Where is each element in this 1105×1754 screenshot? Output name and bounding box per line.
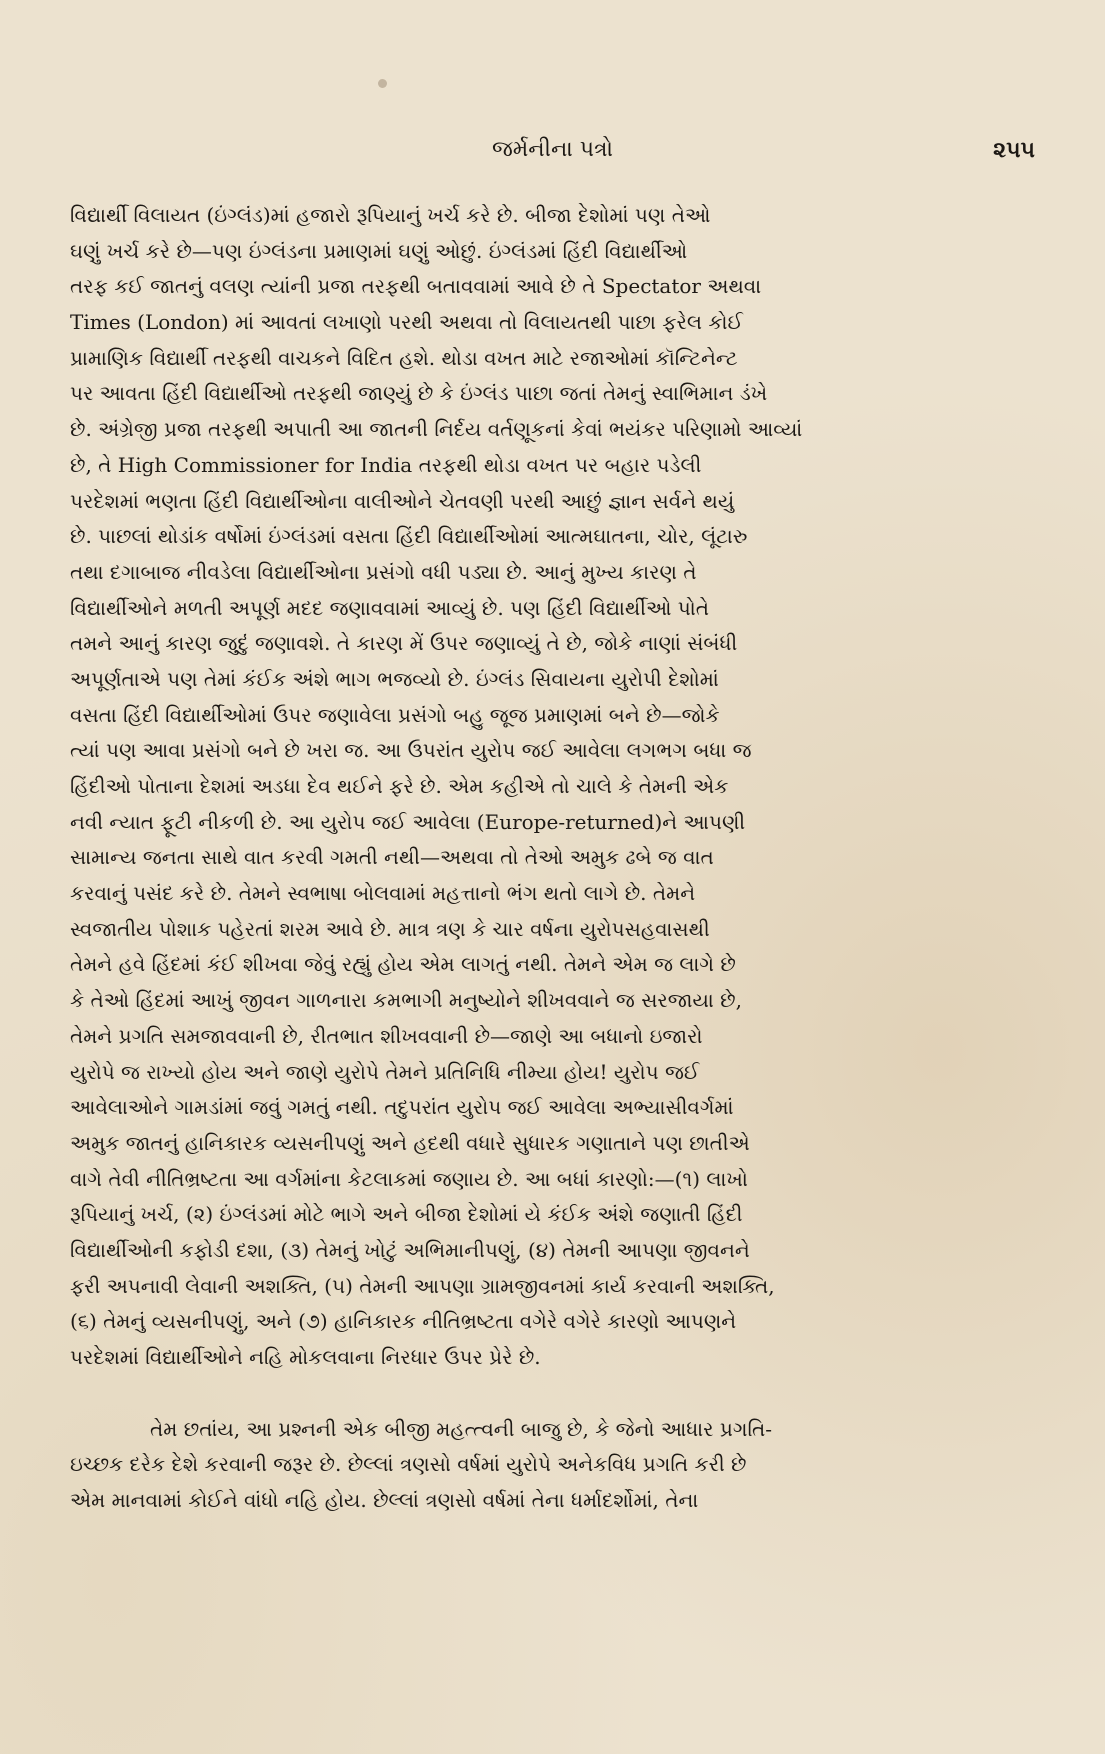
text-line: પરદેશમાં વિદ્યાર્થીઓને નહિ મોકલવાના નિરધાર ઉપર પ્રેરે છે. — [70, 1345, 541, 1369]
text-line: અપૂર્ણતાએ પણ તેમાં કંઈક અંશે ભાગ ભજવ્યો છે. ઇંગ્લંડ સિવાયના યુરોપી દેશોમાં — [70, 666, 719, 691]
text-line: (૬) તેમનું વ્યસનીપણું, અને (૭) હાનિકારક નીતિભ્રષ્ટતા વગેરે વગેરે કારણો આપણને — [70, 1309, 737, 1334]
text-line: વિદ્યાર્થી વિલાયત (ઇંગ્લંડ)માં હજારો રૂપિયાનું ખર્ચ કરે છે. બીજા દેશોમાં પણ તેઓ — [70, 203, 711, 227]
text-line: એમ માનવામાં કોઈને વાંધો નહિ હોય. છેલ્લાં ત્રણસો વર્ષમાં તેના ધર્માદર્શોમાં, તેના — [70, 1488, 699, 1513]
text-line: નવી ન્યાત ફૂટી નીકળી છે. આ યુરોપ જઈ આવેલા (Europe-returned)ને આપણી — [70, 809, 746, 834]
text-line: પરદેશમાં ભણતા હિંદી વિદ્યાર્થીઓના વાલીઓને ચેતવણી પરથી આછું જ્ઞાન સર્વને થયું — [70, 488, 735, 513]
text-line: વિદ્યાર્થીઓની કફોડી દશા, (૩) તેમનું ખોટું અભિમાનીપણું, (૪) તેમની આપણા જીવનને — [70, 1237, 750, 1262]
running-title: જર્મનીના પત્રો — [491, 137, 614, 162]
text-line: તમને આનું કારણ જુદું જણાવશે. તે કારણ મેં ઉપર જણાવ્યું તે છે, જોકે નાણાં સંબંધી — [70, 631, 738, 656]
paragraph-gap — [70, 1376, 975, 1412]
text-line: કરવાનું પસંદ કરે છે. તેમને સ્વભાષા બોલવામાં મહત્તાનો ભંગ થતો લાગે છે. તેમને — [70, 881, 696, 906]
text-line: તેમ છતાંય, આ પ્રશ્નની એક બીજી મહત્ત્વની બાજુ છે, કે જેનો આધાર પ્રગતિ- — [150, 1416, 773, 1441]
text-line: પર આવતા હિંદી વિદ્યાર્થીઓ તરફથી જાણ્યું છે કે ઇંગ્લંડ પાછા જતાં તેમનું સ્વાભિમાન ડંખે — [70, 381, 768, 406]
text-line: ફરી અપનાવી લેવાની અશક્તિ, (૫) તેમની આપણા ગ્રામજીવનમાં કાર્ય કરવાની અશક્તિ, — [70, 1273, 775, 1298]
ink-spot — [378, 79, 387, 88]
paragraph-1 — [70, 198, 975, 1376]
text-line: વસતા હિંદી વિદ્યાર્થીઓમાં ઉપર જણાવેલા પ્રસંગો બહુ જૂજ પ્રમાણમાં બને છે—જોકે — [70, 702, 720, 727]
paragraph-2 — [70, 1412, 975, 1519]
text-line: હિંદીઓ પોતાના દેશમાં અડધા દેવ થઈને ફરે છે. એમ કહીએ તો ચાલે કે તેમની એક — [70, 774, 729, 798]
text-line: તેમને હવે હિંદમાં કંઈ શીખવા જેવું રહ્યું હોય એમ લાગતું નથી. તેમને એમ જ લાગે છે — [70, 952, 736, 977]
text-line: તરફ કઈ જાતનું વલણ ત્યાંની પ્રજા તરફથી બતાવવામાં આવે છે તે Spectator અથવા — [70, 274, 762, 299]
text-line: ઇચ્છક દરેક દેશે કરવાની જરૂર છે. છેલ્લાં ત્રણસો વર્ષમાં યુરોપે અનેકવિધ પ્રગતિ કરી છે — [70, 1452, 747, 1477]
text-line: ઘણું ખર્ચ કરે છે—પણ ઇંગ્લંડના પ્રમાણમાં ઘણું ઓછું. ઇંગ્લંડમાં હિંદી વિદ્યાર્થીઓ — [70, 238, 688, 263]
page-number: ૨૫૫ — [993, 137, 1035, 163]
text-line: ત્યાં પણ આવા પ્રસંગો બને છે ખરા જ. આ ઉપરાંત યુરોપ જઈ આવેલા લગભગ બધા જ — [70, 738, 752, 763]
text-line: સ્વજાતીય પોશાક પહેરતાં શરમ આવે છે. માત્ર ત્રણ કે ચાર વર્ષના યુરોપસહવાસથી — [70, 916, 710, 941]
text-line: પ્રામાણિક વિદ્યાર્થી તરફથી વાચકને વિદિત હશે. થોડા વખત માટે રજાઓમાં કૉન્ટિનેન્ટ — [70, 345, 738, 370]
text-line: કે તેઓ હિંદમાં આખું જીવન ગાળનારા કમભાગી મનુષ્યોને શીખવવાને જ સરજાયા છે, — [70, 988, 742, 1013]
body-text — [70, 198, 975, 1519]
text-line: સામાન્ય જનતા સાથે વાત કરવી ગમતી નથી—અથવા તો તેઓ અમુક ઢબે જ વાત — [70, 845, 714, 870]
text-line: છે. પાછલાં થોડાંક વર્ષોમાં ઇંગ્લંડમાં વસતા હિંદી વિદ્યાર્થીઓમાં આત્મઘાતના, ચોર, લૂંટારુ — [70, 524, 748, 549]
text-line: રૂપિયાનું ખર્ચ, (૨) ઇંગ્લંડમાં મોટે ભાગે અને બીજા દેશોમાં યે કંઈક અંશે જણાતી હિંદી — [70, 1202, 743, 1227]
text-line: વિદ્યાર્થીઓને મળતી અપૂર્ણ મદદ જણાવવામાં આવ્યું છે. પણ હિંદી વિદ્યાર્થીઓ પોતે — [70, 595, 710, 620]
text-line: Times (London) માં આવતાં લખાણો પરથી અથવા તો વિલાયતથી પાછા ફરેલ કોઈ — [70, 310, 743, 335]
text-line: છે. અંગ્રેજી પ્રજા તરફથી અપાતી આ જાતની નિર્દય વર્તણૂકનાં કેવાં ભયંકર પરિણામો આવ્યાં — [70, 417, 803, 442]
text-line: તથા દગાબાજ નીવડેલા વિદ્યાર્થીઓના પ્રસંગો વધી પડ્યા છે. આનું મુખ્ય કારણ તે — [70, 559, 697, 584]
text-line: અમુક જાતનું હાનિકારક વ્યસનીપણું અને હદથી વધારે સુધારક ગણાતાને પણ છાતીએ — [70, 1130, 750, 1155]
text-line: યુરોપે જ રાખ્યો હોય અને જાણે યુરોપે તેમને પ્રતિનિધિ નીમ્યા હોય! યુરોપ જઈ — [70, 1059, 700, 1084]
page-header — [70, 130, 1035, 170]
text-line: તેમને પ્રગતિ સમજાવવાની છે, રીતભાત શીખવવાની છે—જાણે આ બધાનો ઇજારો — [70, 1023, 703, 1048]
text-line: વાગે તેવી નીતિભ્રષ્ટતા આ વર્ગમાંના કેટલાકમાં જણાય છે. આ બધાં કારણો:—(૧) લાખો — [70, 1166, 748, 1191]
text-line: આવેલાઓને ગામડાંમાં જવું ગમતું નથી. તદુપરાંત યુરોપ જઈ આવેલા અભ્યાસીવર્ગમાં — [70, 1095, 734, 1120]
text-line: છે, તે High Commissioner for India તરફથી થોડા વખત પર બહાર પડેલી — [70, 452, 702, 477]
